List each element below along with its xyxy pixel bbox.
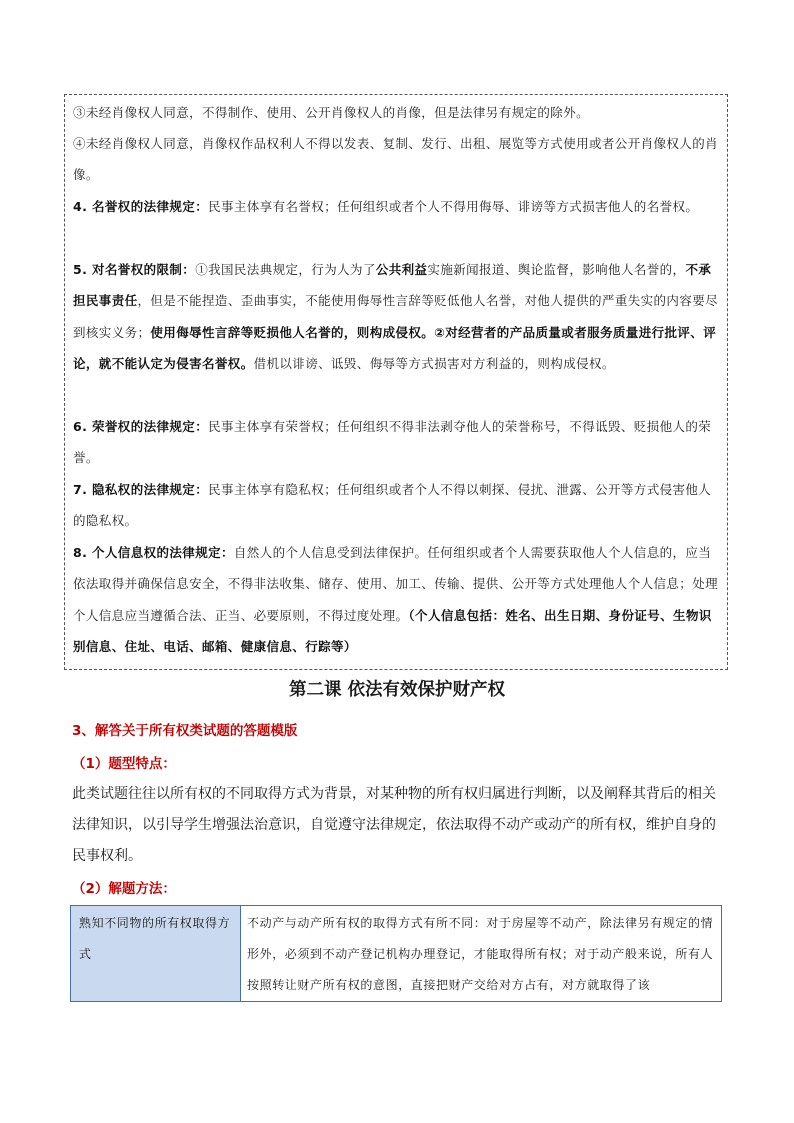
heading-reputation-law: 4. 名誉权的法律规定： [73,199,209,214]
question-features-heading: （1）题型特点： [72,756,176,772]
method-table [70,905,722,1002]
method-description-cell: 不动产与动产所有权的取得方式有所不同：对于房屋等不动产，除法律另有规定的情形外，必须到不动产登记机构办理登记，才能取得所有权；对于动产般来说，所有人按照转让财产所有权的意图，直接把财产交给对方占有，对方就取得了该 [241,906,722,1002]
para-portrait-4: ④未经肖像权人同意，肖像权作品权利人不得以发表、复制、发行、出租、展览等方式使用或者公开肖像权人的肖像。 [73,136,719,183]
question-features-text: 此类试题往往以所有权的不同取得方式为背景，对某种物的所有权归属进行判断，以及阐释其背后的相关法律知识，以引导学生增强法治意识，自觉遵守法律规定，依法取得不动产或动产的所有权，维护自身的民事权利。 [72,786,716,864]
para-personal-info-law: 8. 个人信息权的法律规定：自然人的个人信息受到法律保护。任何组织或者个人需要获取他人个人信息的，应当依法取得并确保信息安全，不得非法收集、储存、使用、加工、传输、提供、公开等方式处理他人个人信息；处理个人信息应当遵循合法、正当、必要原则，不得过度处理。（个人信息包括：姓名、出生日期、身份证号、生物识别信息、住址、电话、邮箱、健康信息、行踪等） [73,545,719,654]
lesson-title: 第二课 依法有效保护财产权 [288,680,506,700]
para-portrait-3: ③未经肖像权人同意，不得制作、使用、公开肖像权人的肖像，但是法律另有规定的除外。 [73,105,590,120]
heading-privacy-law: 7. 隐私权的法律规定： [73,482,209,497]
para-reputation-law: 4. 名誉权的法律规定：民事主体享有名誉权；任何组织或者个人不得用侮辱、诽谤等方式损害他人的名誉权。 [73,199,699,214]
template-heading: 3、解答关于所有权类试题的答题模版 [72,723,298,739]
solution-method-heading: （2）解题方法： [72,881,176,897]
para-privacy-law: 7. 隐私权的法律规定：民事主体享有隐私权；任何组织或者个人不得以刺探、侵扰、泄露、公开等方式侵害他人的隐私权。 [73,482,712,529]
para-reputation-limits: 5. 对名誉权的限制：①我国民法典规定，行为人为了公共利益实施新闻报道、舆论监督，影响他人名誉的，不承担民事责任，但是不能捏造、歪曲事实，不能使用侮辱性言辞等贬低他人名誉，对他人提供的严重失实的内容要尽到核实义务；使用侮辱性言辞等贬损他人名誉的，则构成侵权。②对经营者的产品质量或者服务质量进行批评、评论，就不能认定为侵害名誉权。借机以诽谤、诋毁、侮辱等方式损害对方利益的，则构成侵权。 [73,262,719,371]
method-label-cell: 熟知不同物的所有权取得方式 [71,906,241,1002]
heading-honor-law: 6. 荣誉权的法律规定： [73,419,209,434]
table-row [71,906,722,1002]
para-honor-law: 6. 荣誉权的法律规定：民事主体享有荣誉权；任何组织不得非法剥夺他人的荣誉称号，不得诋毁、贬损他人的荣誉。 [73,419,712,466]
